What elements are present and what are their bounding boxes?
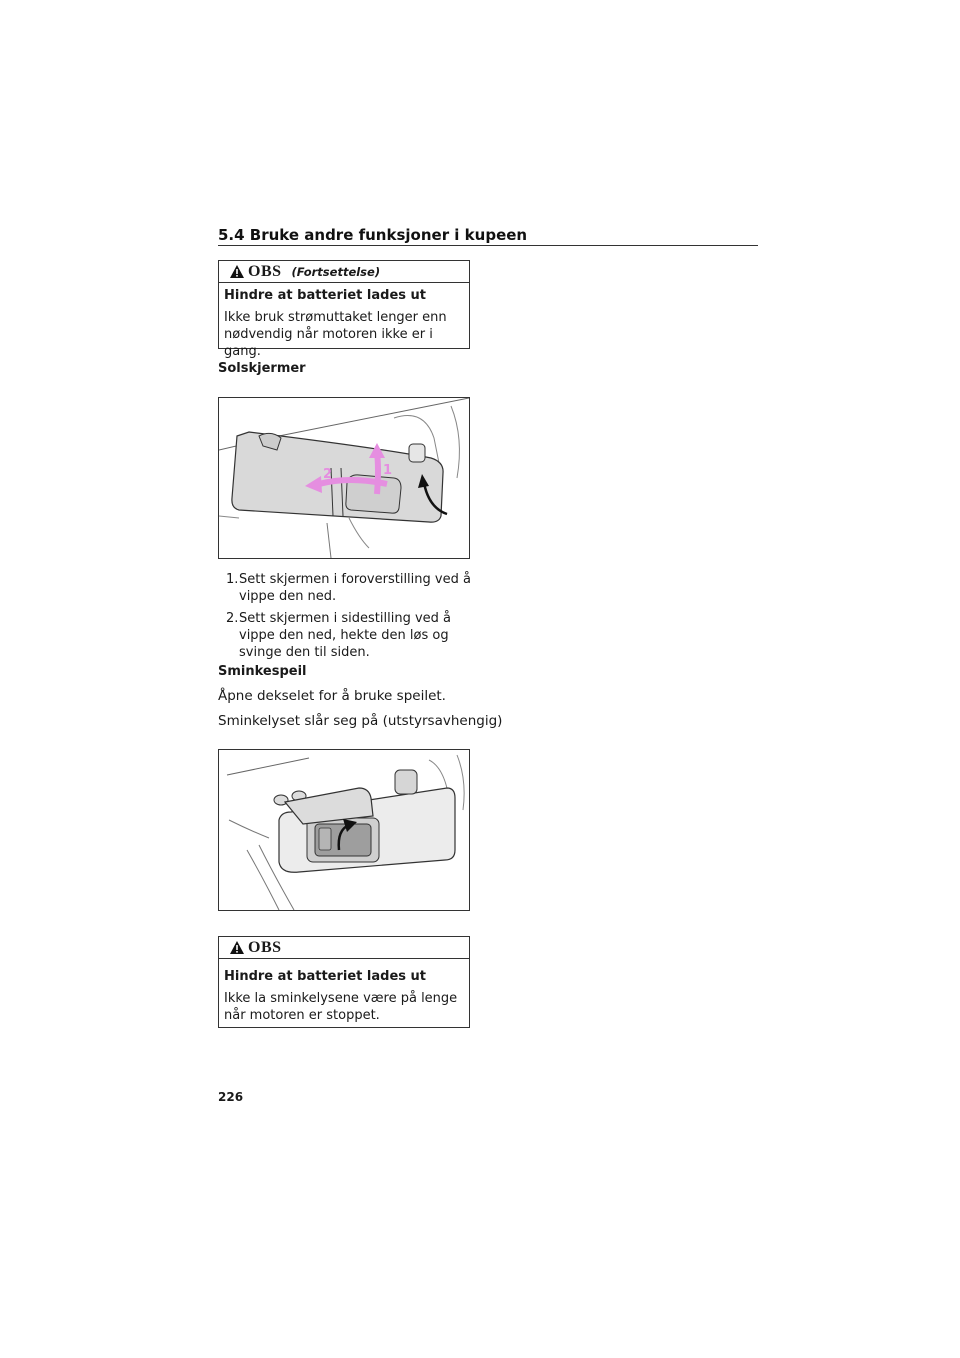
sun-visor-illustration <box>219 398 469 558</box>
page-number: 226 <box>218 1090 244 1104</box>
warning-continued-label: (Fortsettelse) <box>291 264 381 279</box>
warning-text: Ikke bruk strømuttaket lenger enn nødvendig når motoren ikke er i gang. <box>224 310 447 359</box>
sun-visor-heading: Solskjermer <box>218 361 306 376</box>
warning-header <box>219 261 469 283</box>
warning-box <box>218 936 470 1028</box>
step-item <box>226 571 476 605</box>
warning-title: Hindre at batteriet lades ut <box>224 969 426 984</box>
step-number: 2. <box>226 611 239 626</box>
warning-label: OBS <box>248 938 282 956</box>
warning-triangle-icon <box>229 264 245 279</box>
step-item <box>226 610 476 661</box>
warning-text: Ikke la sminkelysene være på lenge når motoren er stoppet. <box>224 991 458 1023</box>
vanity-mirror-para-1: Åpne dekselet for å bruke speilet. <box>218 688 446 704</box>
vanity-mirror-figure <box>218 749 470 911</box>
header-rule <box>218 245 758 246</box>
vanity-mirror-para-2: Sminkelyset slår seg på (utstyrsavhengig) <box>218 713 503 729</box>
warning-title: Hindre at batteriet lades ut <box>224 288 426 303</box>
section-header: 5.4 Bruke andre funksjoner i kupeen <box>218 226 528 244</box>
vanity-mirror-heading: Sminkespeil <box>218 664 307 679</box>
warning-triangle-icon <box>229 940 245 955</box>
sun-visor-figure <box>218 397 470 559</box>
figure-label-1: 1 <box>383 463 393 478</box>
vanity-mirror-illustration <box>219 750 469 910</box>
warning-box-continued <box>218 260 470 359</box>
warning-header <box>219 937 469 959</box>
sun-visor-steps <box>226 571 476 666</box>
step-text: Sett skjermen i sidestilling ved å vippe den ned, hekte den løs og svinge den til siden. <box>239 611 451 660</box>
step-number: 1. <box>226 572 239 587</box>
step-text: Sett skjermen i foroverstilling ved å vippe den ned. <box>239 572 471 604</box>
figure-label-2: 2 <box>323 467 333 482</box>
warning-label: OBS <box>248 262 282 280</box>
